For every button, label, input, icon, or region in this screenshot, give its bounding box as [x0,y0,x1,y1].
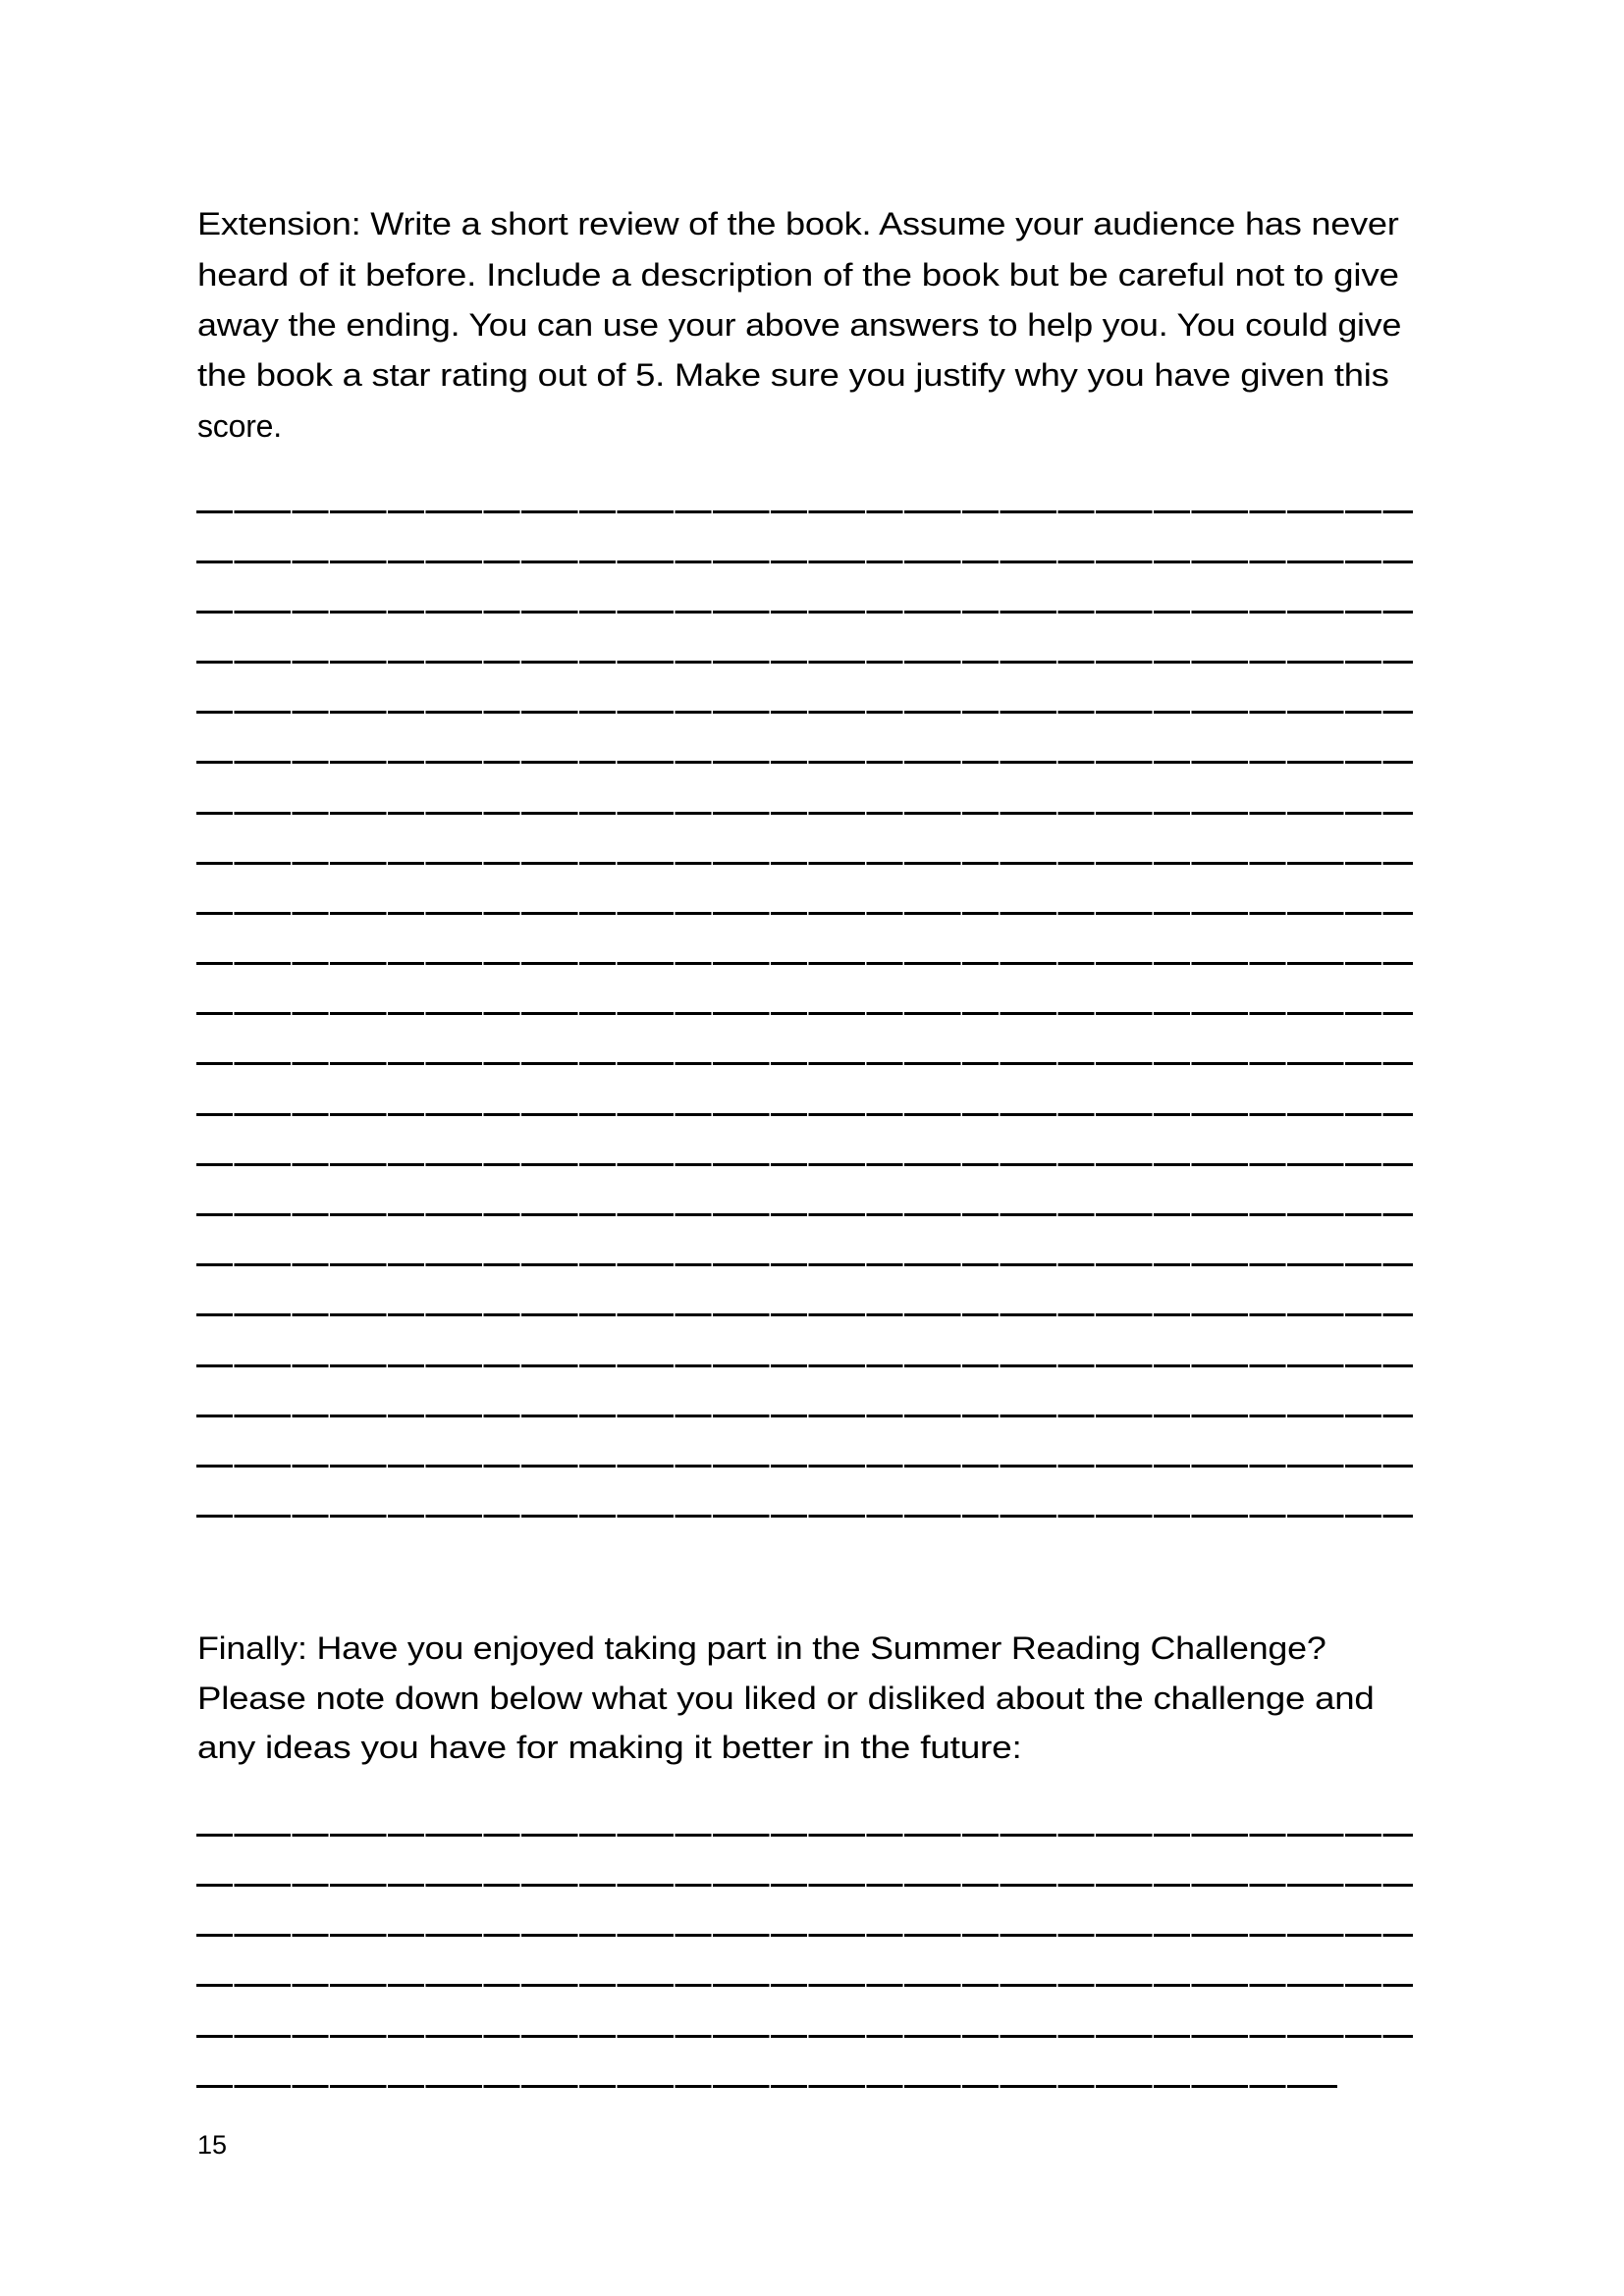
extension-prompt-line: the book a star rating out of 5. Make sure you justify why you have given this [197,357,1389,393]
answer-line[interactable] [196,1263,1413,1266]
extension-prompt-line: away the ending. You can use your above answers to help you. You could give [197,307,1402,343]
answer-line[interactable] [196,1934,1413,1937]
answer-line[interactable] [196,862,1413,865]
feedback-prompt-line: Finally: Have you enjoyed taking part in the Summer Reading Challenge? [197,1630,1326,1666]
answer-line[interactable] [196,1163,1413,1166]
answer-line[interactable] [196,1984,1413,1987]
answer-line[interactable] [196,1213,1413,1216]
answer-line[interactable] [196,2085,1337,2088]
answer-line[interactable] [196,1834,1413,1837]
answer-line[interactable] [196,1364,1413,1367]
extension-prompt-line: heard of it before. Include a description of the book but be careful not to give [197,257,1399,293]
extension-prompt-line: Extension: Write a short review of the book. Assume your audience has never [197,206,1399,241]
feedback-prompt-line: Please note down below what you liked or disliked about the challenge and [197,1681,1375,1716]
page-number: 15 [197,2130,228,2160]
answer-line[interactable] [196,1012,1413,1015]
answer-line[interactable] [196,1062,1413,1065]
answer-line[interactable] [196,611,1413,614]
answer-line[interactable] [196,711,1413,714]
feedback-prompt-line: any ideas you have for making it better in the future: [197,1730,1022,1765]
answer-line[interactable] [196,2035,1413,2038]
answer-line[interactable] [196,912,1413,915]
answer-line[interactable] [196,561,1413,563]
answer-line[interactable] [196,1113,1413,1116]
answer-line[interactable] [196,1465,1413,1468]
answer-line[interactable] [196,661,1413,664]
answer-line[interactable] [196,812,1413,815]
answer-line[interactable] [196,1313,1413,1316]
answer-line[interactable] [196,962,1413,965]
answer-line[interactable] [196,1515,1413,1518]
answer-line[interactable] [196,510,1413,513]
answer-line[interactable] [196,761,1413,764]
answer-line[interactable] [196,1415,1413,1417]
extension-prompt-line: score. [197,408,282,444]
answer-line[interactable] [196,1884,1413,1887]
